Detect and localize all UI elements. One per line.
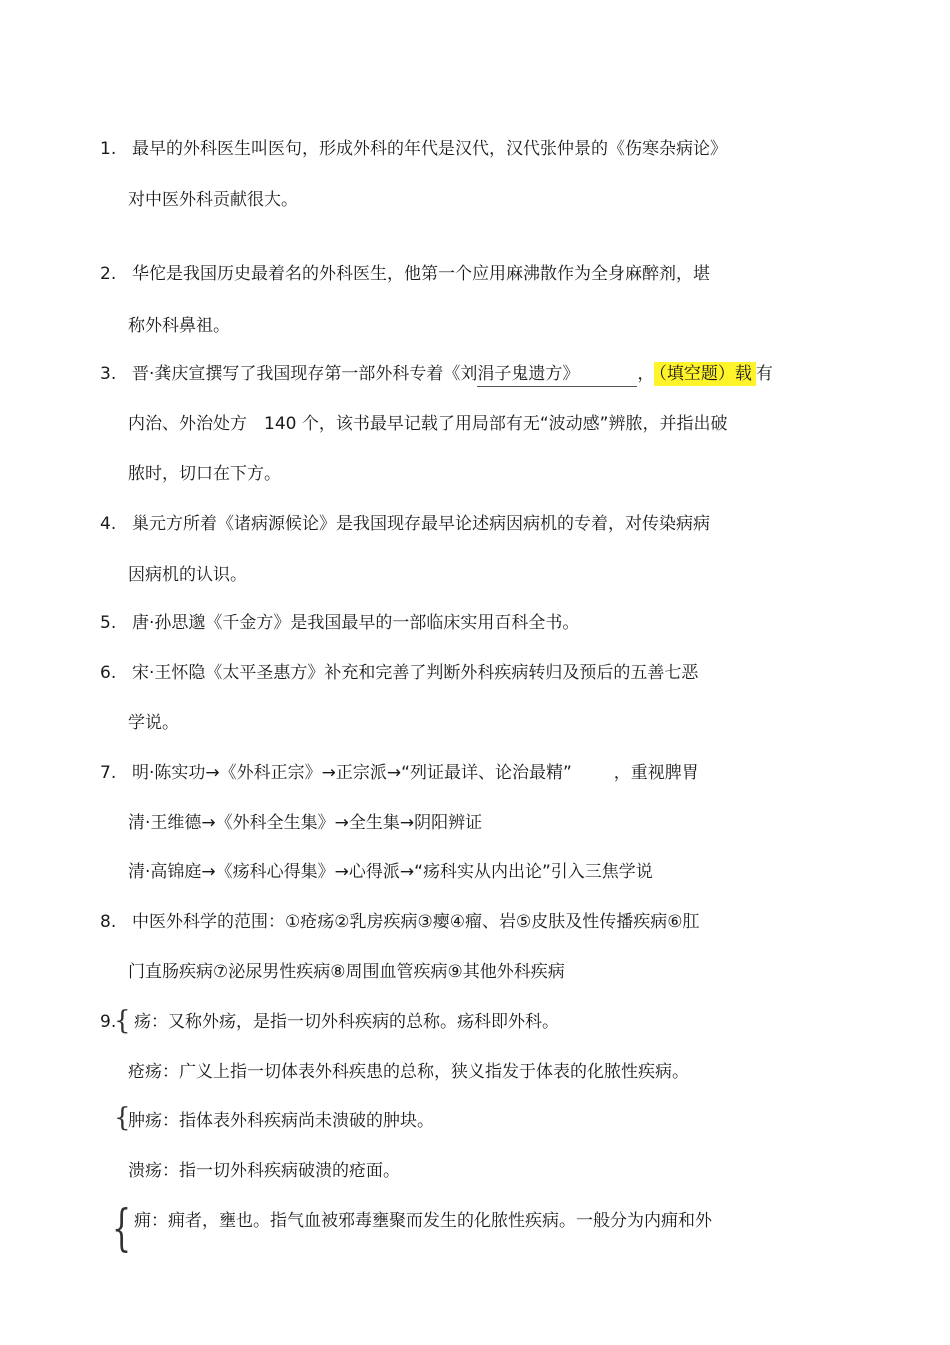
left-brace-icon: { — [112, 1199, 132, 1257]
item-3-line-2: 内治、外治处方 140 个，该书最早记载了用局部有无“波动感”辨脓，并指出破 — [128, 414, 728, 434]
item-number: 6. — [100, 663, 117, 683]
left-brace-icon: { — [114, 1006, 131, 1036]
item-number: 8. — [100, 912, 117, 932]
item-text: 晋·龚庆宣撰写了我国现存第一部外科专着《刘 — [132, 364, 478, 384]
item-text: 唐·孙思邈《千金方》是我国最早的一部临床实用百科全书。 — [132, 613, 580, 633]
item-number: 7. — [100, 763, 117, 783]
underlined-blank: 涓子鬼遗方》 — [477, 364, 637, 384]
item-3-line-3: 脓时，切口在下方。 — [128, 464, 281, 484]
item-number: 3. — [100, 364, 117, 384]
left-brace-icon: { — [114, 1103, 131, 1133]
item-9-line-3: 肿疡：指体表外科疾病尚未溃破的肿块。 — [128, 1111, 434, 1131]
item-3-line-1 — [100, 364, 773, 384]
item-1-line-2: 对中医外科贡献很大。 — [128, 190, 298, 210]
item-text: 宋·王怀隐《太平圣惠方》补充和完善了判断外科疾病转归及预后的五善七恶 — [132, 663, 699, 683]
item-6-line-2: 学说。 — [128, 713, 179, 733]
highlighted-text: （填空题）载 — [654, 362, 756, 386]
item-text: ，重视脾胃 — [613, 763, 699, 783]
item-2-line-1 — [100, 264, 710, 284]
item-2-line-2: 称外科鼻祖。 — [128, 316, 230, 336]
item-number: 9. — [100, 1012, 117, 1032]
item-7-line-1 — [100, 763, 699, 783]
item-4-line-1 — [100, 514, 710, 534]
item-9-line-1-text: 疡：又称外疡，是指一切外科疾病的总称。疡科即外科。 — [134, 1012, 559, 1032]
item-text: 最早的外科医生叫医句，形成外科的年代是汉代，汉代张仲景的《伤寒杂病论》 — [132, 139, 727, 159]
item-text: 巢元方所着《诸病源候论》是我国现存最早论述病因病机的专着，对传染病病 — [132, 514, 710, 534]
item-text: 有 — [755, 364, 773, 384]
item-number: 2. — [100, 264, 117, 284]
item-9-line-5: 痈：痈者，壅也。指气血被邪毒壅聚而发生的化脓性疾病。一般分为内痈和外 — [134, 1211, 712, 1231]
item-8-line-1 — [100, 912, 699, 932]
item-8-line-2: 门直肠疾病⑦泌尿男性疾病⑧周围血管疾病⑨其他外科疾病 — [128, 962, 565, 982]
item-number: 4. — [100, 514, 117, 534]
item-text: 明·陈实功→《外科正宗》→正宗派→“列证最详、论治最精” — [132, 763, 572, 783]
item-number: 5. — [100, 613, 117, 633]
item-6-line-1 — [100, 663, 698, 683]
item-9-line-4: 溃疡：指一切外科疾病破溃的疮面。 — [128, 1161, 400, 1181]
item-text: 中医外科学的范围：①疮疡②乳房疾病③瘿④瘤、岩⑤皮肤及性传播疾病⑥肛 — [132, 912, 700, 932]
item-9-line-2: 疮疡：广义上指一切体表外科疾患的总称，狭义指发于体表的化脓性疾病。 — [128, 1062, 689, 1082]
item-7-line-3: 清·高锦庭→《疡科心得集》→心得派→“疡科实从内出论”引入三焦学说 — [128, 862, 653, 882]
item-text: 华佗是我国历史最着名的外科医生，他第一个应用麻沸散作为全身麻醉剂，堪 — [132, 264, 710, 284]
item-1-line-1 — [100, 139, 727, 159]
item-4-line-2: 因病机的认识。 — [128, 565, 247, 585]
item-number: 1. — [100, 139, 117, 159]
item-7-line-2: 清·王维德→《外科全生集》→全生集→阴阳辨证 — [128, 813, 483, 833]
item-5-line-1 — [100, 613, 579, 633]
item-text: ， — [637, 364, 655, 384]
